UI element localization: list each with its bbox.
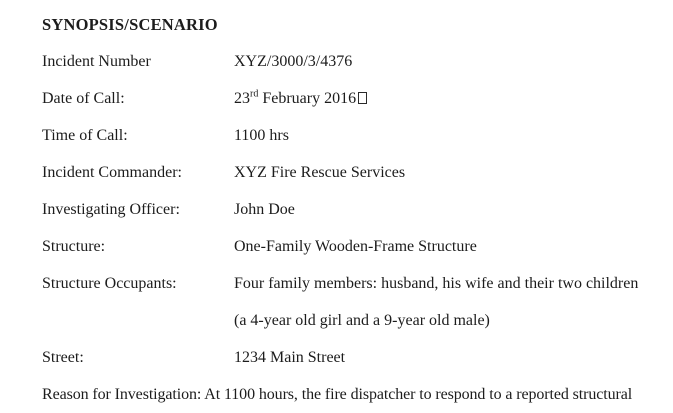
field-value: (a 4-year old girl and a 9-year old male)	[234, 312, 490, 329]
field-label: Structure Occupants:	[42, 275, 177, 292]
field-value: 1100 hrs	[234, 127, 289, 144]
field-label: Date of Call:	[42, 90, 125, 107]
field-row-structure	[42, 228, 653, 265]
date-ordinal: rd	[250, 88, 259, 100]
field-label: Time of Call:	[42, 127, 128, 144]
field-row-incident-commander	[42, 154, 653, 191]
reason-for-investigation-paragraph: Reason for Investigation: At 1100 hours, the fire dispatcher to respond to a reported structural	[42, 386, 633, 403]
field-row-street	[42, 339, 653, 376]
field-value: One-Family Wooden-Frame Structure	[234, 238, 477, 255]
field-label: Incident Commander:	[42, 164, 182, 181]
field-row-incident-number	[42, 43, 653, 80]
section-heading: SYNOPSIS/SCENARIO	[42, 15, 218, 34]
field-row-date-of-call	[42, 80, 653, 117]
field-value: 1234 Main Street	[234, 349, 346, 366]
field-row-time-of-call	[42, 117, 653, 154]
field-label: Street:	[42, 349, 84, 366]
date-rest: February 2016	[258, 90, 357, 107]
field-label: Structure:	[42, 238, 106, 255]
field-value: Four family members: husband, his wife and their two children	[234, 275, 639, 292]
field-value: XYZ/3000/3/4376	[234, 53, 353, 70]
field-value: John Doe	[234, 201, 295, 218]
field-label-empty	[42, 302, 234, 339]
field-row-structure-occupants-line2	[42, 302, 653, 339]
field-label: Incident Number	[42, 53, 151, 70]
missing-glyph-icon	[358, 92, 367, 104]
field-row-structure-occupants	[42, 265, 653, 302]
field-row-investigating-officer	[42, 191, 653, 228]
field-value	[234, 80, 653, 117]
field-label: Investigating Officer:	[42, 201, 180, 218]
date-day: 23	[234, 90, 250, 107]
field-value: XYZ Fire Rescue Services	[234, 164, 406, 181]
